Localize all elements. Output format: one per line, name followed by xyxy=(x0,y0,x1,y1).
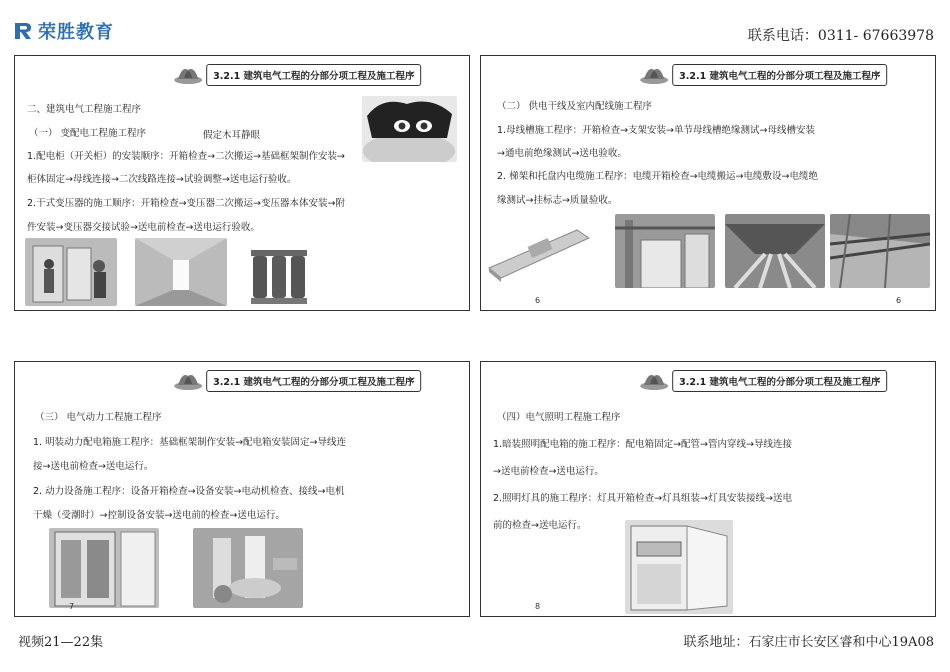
slide-1 xyxy=(14,55,470,311)
contact-phone: 联系电话：0311- 67663978 xyxy=(747,28,934,44)
page-number: 6 xyxy=(535,296,541,305)
body-line: 2. 梯架和托盘内电缆施工程序：电缆开箱检查→电缆搬运→电缆敷设→电缆绝 xyxy=(497,171,818,182)
slide-title-text: 3.2.1 建筑电气工程的分部分项工程及施工程序 xyxy=(672,370,887,392)
lotus-icon xyxy=(638,64,670,86)
slide-title-text: 3.2.1 建筑电气工程的分部分项工程及施工程序 xyxy=(206,64,421,86)
slide-title xyxy=(172,64,421,86)
switchroom-photo xyxy=(135,238,227,306)
logo-text: 荣胜教育 xyxy=(38,22,114,43)
slide-2 xyxy=(480,55,936,311)
cartoon-photo xyxy=(362,96,457,162)
body-line: 件安装→变压器交接试验→送电前检查→送电运行验收。 xyxy=(27,222,260,233)
body-line: 1.暗装照明配电箱的施工程序：配电箱固定→配管→管内穿线→导线连接 xyxy=(493,439,792,450)
body-line: 2.干式变压器的施工顺序：开箱检查→变压器二次搬运→变压器本体安装→附 xyxy=(27,198,345,209)
subsection-heading: （一） 变配电工程施工程序 xyxy=(29,128,147,139)
section-heading: （二） 供电干线及室内配线施工程序 xyxy=(497,101,653,112)
body-line: 1.配电柜（开关柜）的安装顺序：开箱检查→二次搬运→基础框架制作安装→ xyxy=(27,151,345,162)
motor-equipment-photo xyxy=(193,528,303,608)
body-line: 前的检查→送电运行。 xyxy=(493,520,587,531)
switchgear-photo xyxy=(25,238,117,306)
slide-4 xyxy=(480,361,936,617)
body-line: 1.母线槽施工程序：开箱检查→支架安装→单节母线槽绝缘测试→母线槽安装 xyxy=(497,125,815,136)
video-episode-label: 视频21—22集 xyxy=(18,635,104,650)
page-number: 8 xyxy=(535,602,541,611)
section-heading: （四）电气照明工程施工程序 xyxy=(497,412,621,423)
logo-icon xyxy=(12,20,34,42)
slide-title-text: 3.2.1 建筑电气工程的分部分项工程及施工程序 xyxy=(672,64,887,86)
section-heading: （三） 电气动力工程施工程序 xyxy=(35,412,162,423)
body-line: 柜体固定→母线连接→二次线路连接→试验调整→送电运行验收。 xyxy=(27,174,297,185)
body-line: 接→送电前检查→送电运行。 xyxy=(33,461,154,472)
slide-title xyxy=(172,370,421,392)
body-line: 2. 动力设备施工程序：设备开箱检查→设备安装→电动机检查、接线→电机 xyxy=(33,486,345,497)
slide-title xyxy=(638,64,887,86)
slide-3 xyxy=(14,361,470,617)
busway-photo xyxy=(485,216,593,282)
cable-tray-photo xyxy=(725,214,825,288)
page-number: 6 xyxy=(896,296,902,305)
cable-room-photo xyxy=(615,214,715,288)
body-line: 2.照明灯具的施工程序：灯具开箱检查→灯具组装→灯具安装接线→送电 xyxy=(493,493,792,504)
body-line: 干燥（受潮时）→控制设备安装→送电前的检查→送电运行。 xyxy=(33,510,285,521)
lotus-icon xyxy=(172,64,204,86)
annotation-text: 假定木耳静眼 xyxy=(203,130,261,141)
section-heading: 二、建筑电气工程施工程序 xyxy=(27,104,142,115)
ceiling-tray-photo xyxy=(830,214,930,288)
lotus-icon xyxy=(638,370,670,392)
contact-address: 联系地址：石家庄市长安区睿和中心19A08 xyxy=(683,635,934,650)
slide-title-text: 3.2.1 建筑电气工程的分部分项工程及施工程序 xyxy=(206,370,421,392)
power-cabinet-photo xyxy=(49,528,159,608)
page-number: 7 xyxy=(69,602,75,611)
body-line: →送电前检查→送电运行。 xyxy=(493,466,604,477)
body-line: 缘测试→挂标志→质量验收。 xyxy=(497,195,618,206)
body-line: 1. 明装动力配电箱施工程序：基础框架制作安装→配电箱安装固定→导线连 xyxy=(33,437,347,448)
lighting-panel-photo xyxy=(625,520,733,614)
lotus-icon xyxy=(172,370,204,392)
slide-title xyxy=(638,370,887,392)
transformer-photo xyxy=(247,240,311,306)
brand-logo xyxy=(12,18,114,44)
body-line: →通电前绝缘测试→送电验收。 xyxy=(497,148,627,159)
